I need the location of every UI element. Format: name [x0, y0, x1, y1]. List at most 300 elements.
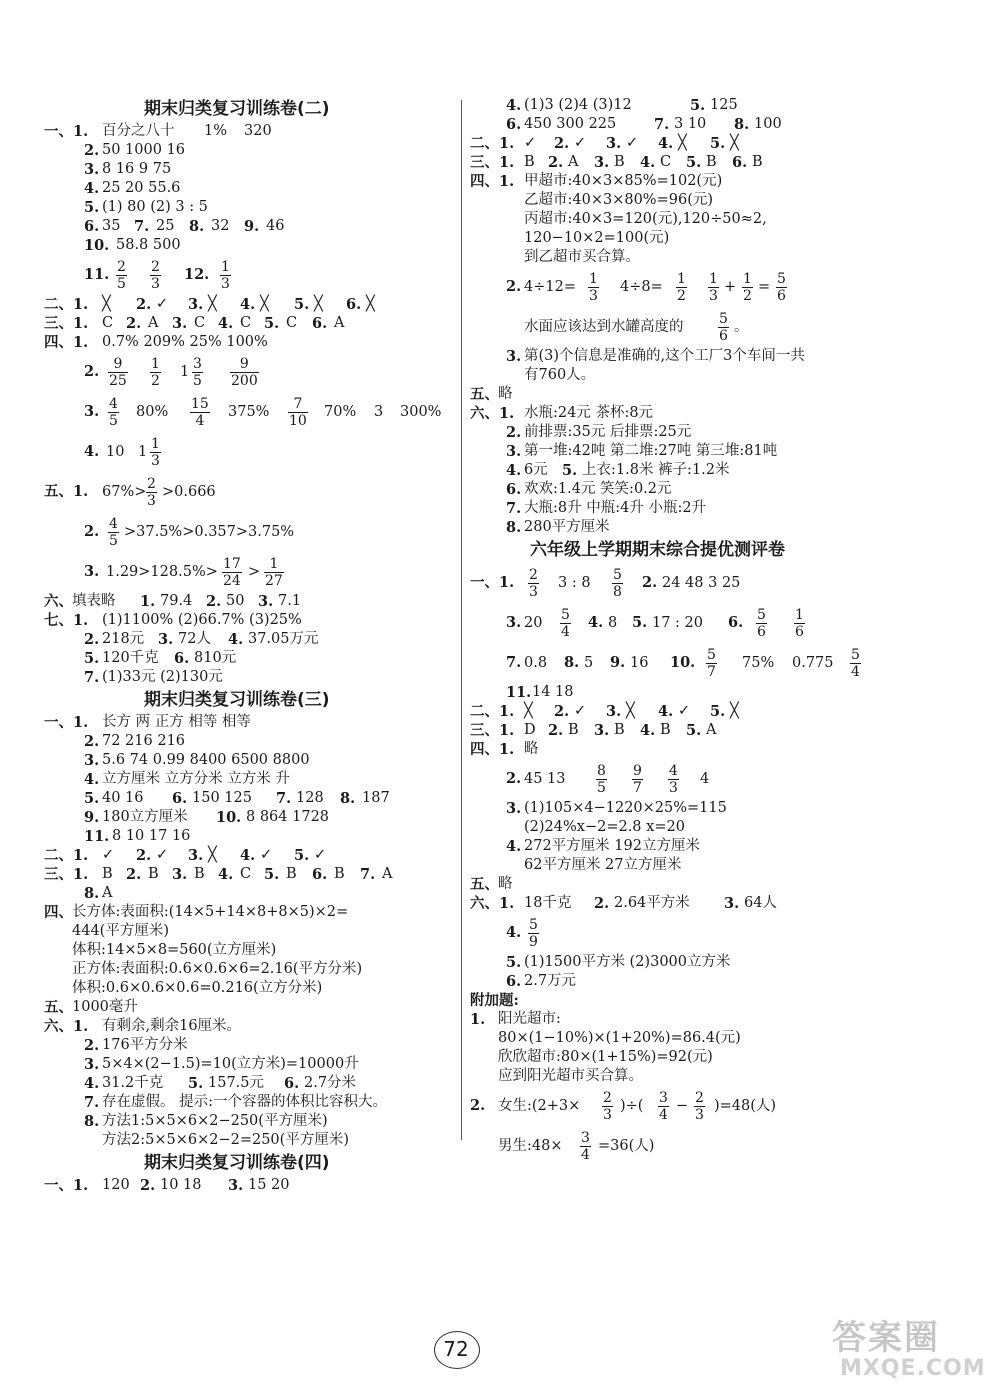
- answer-text: C: [660, 154, 672, 170]
- section-title: [44, 687, 452, 713]
- answer-line: [470, 385, 970, 404]
- question-label: 四、1.: [470, 741, 515, 758]
- answer-text: 0.775: [792, 655, 834, 671]
- question-label: 二、1.: [470, 703, 515, 720]
- denominator: 6: [719, 327, 728, 344]
- question-label: 2.: [84, 733, 100, 750]
- question-label: 六、1.: [44, 1018, 89, 1035]
- answer-text: 体积:0.6×0.6×0.6=0.216(立方分米): [72, 980, 323, 996]
- numerator: 5: [561, 606, 570, 623]
- answer-line: [470, 153, 970, 172]
- question-label: 2.: [126, 866, 142, 883]
- question-label: 3.: [84, 1056, 100, 1073]
- answer-line: [470, 759, 970, 799]
- answer-text: 32: [211, 218, 230, 234]
- answer-text: ✓: [524, 135, 537, 151]
- answer-text: +: [724, 279, 737, 295]
- question-label: 6.: [174, 650, 190, 667]
- fraction: [578, 1126, 593, 1166]
- answer-text: 72人: [178, 631, 211, 647]
- question-label: 2.: [136, 296, 152, 313]
- denominator: 10: [289, 412, 307, 429]
- numerator: 9: [633, 762, 642, 779]
- answer-line: [44, 751, 452, 770]
- fraction: [106, 392, 121, 432]
- numerator: 2: [603, 1089, 612, 1106]
- question-label: 六、1.: [470, 895, 515, 912]
- denominator: 27: [265, 572, 283, 589]
- answer-text: 58.8 500: [116, 237, 181, 253]
- answer-text: 8: [608, 615, 618, 631]
- numerator: 1: [743, 270, 752, 287]
- answer-line: [44, 922, 452, 941]
- question-label: 6.: [346, 296, 362, 313]
- answer-text: (2)24%x−2=2.8 x=20: [524, 819, 685, 835]
- answer-text: =: [758, 279, 771, 295]
- question-label: 3.: [606, 703, 622, 720]
- numerator: 2: [151, 258, 160, 275]
- fraction: [228, 352, 261, 392]
- answer-text: B: [706, 154, 717, 170]
- denominator: 3: [221, 275, 230, 292]
- fraction: [706, 267, 721, 307]
- numerator: 3: [193, 355, 202, 372]
- answer-text: 0.8: [524, 655, 548, 671]
- answer-line: [470, 267, 970, 307]
- question-label: 2.: [506, 770, 522, 787]
- answer-text: )=48(人): [714, 1098, 777, 1114]
- answer-text: ╳: [678, 135, 687, 151]
- answer-text: C: [194, 315, 206, 331]
- column-divider: [461, 100, 462, 1140]
- answer-line: [44, 236, 452, 255]
- answer-line: [44, 1176, 452, 1195]
- answer-text: 375%: [228, 404, 270, 420]
- answer-line: [44, 472, 452, 512]
- watermark-logo: [822, 1310, 992, 1390]
- answer-text: 8 10 17 16: [112, 828, 191, 844]
- answer-text: 2.64平方米: [614, 895, 690, 911]
- answer-line: [470, 404, 970, 423]
- answer-text: 31.2千克: [102, 1075, 164, 1091]
- answer-line: [470, 461, 970, 480]
- answer-text: 阳光超市:: [498, 1011, 561, 1027]
- fraction: [740, 267, 755, 307]
- answer-text: 120−10×2=100(元): [524, 230, 670, 246]
- answer-text: ╳: [626, 703, 635, 719]
- question-label: 10.: [670, 654, 696, 671]
- answer-text: 40 16: [102, 790, 144, 806]
- numerator: 5: [707, 646, 716, 663]
- answer-text: 上衣:1.8米 裤子:1.2米: [582, 462, 730, 478]
- answer-text: (1)3 (2)4 (3)12: [524, 97, 632, 113]
- question-label: 11.: [84, 828, 110, 845]
- denominator: 2: [677, 287, 686, 304]
- question-label: 四、1.: [470, 173, 515, 190]
- answer-line: [470, 721, 970, 740]
- answer-text: 50 1000 16: [102, 142, 186, 158]
- denominator: 4: [195, 412, 205, 429]
- answer-text: 218元: [102, 631, 145, 647]
- question-label: 4.: [640, 154, 656, 171]
- answer-text: 体积:14×5×8=560(立方厘米): [72, 942, 277, 958]
- numerator: 3: [659, 1089, 668, 1106]
- question-label: 4.: [218, 315, 234, 332]
- answer-text: 444(平方厘米): [72, 923, 169, 939]
- answer-text: 25: [156, 218, 175, 234]
- answer-text: >: [248, 564, 261, 580]
- question-label: 4.: [658, 135, 674, 152]
- question-label: 4.: [84, 180, 100, 197]
- answer-line: [470, 442, 970, 461]
- answer-line: [470, 347, 970, 366]
- question-label: 4.: [84, 1075, 100, 1092]
- question-label: 三、1.: [44, 315, 89, 332]
- answer-text: 6元: [524, 462, 548, 478]
- answer-text: 70%: [324, 404, 357, 420]
- question-label: 5.: [710, 135, 726, 152]
- answer-line: [44, 649, 452, 668]
- denominator: 5: [193, 372, 202, 389]
- fraction: [754, 603, 769, 643]
- section-title: [44, 1150, 452, 1176]
- question-label: 8.: [506, 519, 522, 536]
- question-label: 6.: [84, 218, 100, 235]
- answer-line: [44, 1131, 452, 1150]
- answer-text: ✓: [574, 135, 587, 151]
- numerator: 2: [529, 566, 538, 583]
- denominator: 4: [851, 663, 860, 680]
- answer-line: [44, 630, 452, 649]
- answer-text: =36(人): [598, 1138, 655, 1154]
- question-label: 一、1.: [44, 714, 89, 731]
- answer-text: ╳: [260, 296, 269, 312]
- answer-line: [470, 972, 970, 991]
- answer-text: A: [148, 315, 159, 331]
- question-label: 附加题:: [470, 992, 519, 1009]
- answer-line: [44, 432, 452, 472]
- answer-text: A: [334, 315, 345, 331]
- question-label: 11.: [506, 684, 532, 701]
- question-label: 六、: [44, 593, 73, 610]
- section-title-text: 六年级上学期期末综合提优测评卷: [530, 540, 785, 560]
- answer-line: [470, 480, 970, 499]
- question-label: 3.: [188, 296, 204, 313]
- answer-line: [44, 160, 452, 179]
- fraction: [526, 563, 541, 603]
- section-title-text: 期末归类复习训练卷(二): [144, 99, 330, 119]
- question-label: 10.: [216, 809, 242, 826]
- answer-line: [470, 894, 970, 913]
- answer-line: [44, 865, 452, 884]
- answer-text: 176平方分米: [102, 1037, 188, 1053]
- question-label: 5.: [562, 462, 578, 479]
- answer-line: [470, 953, 970, 972]
- question-label: 3.: [724, 895, 740, 912]
- denominator: 5: [597, 779, 606, 796]
- answer-line: [44, 808, 452, 827]
- watermark-url: MXQE.COM: [840, 1356, 986, 1381]
- answer-line: [44, 141, 452, 160]
- answer-text: 8 16 9 75: [102, 161, 172, 177]
- answer-line: [44, 512, 452, 552]
- answer-text: 187: [362, 790, 390, 806]
- answer-line: [44, 217, 452, 236]
- question-label: 6.: [172, 790, 188, 807]
- answer-text: 128: [296, 790, 324, 806]
- numerator: 2: [147, 475, 156, 492]
- denominator: 5: [109, 412, 118, 429]
- answer-text: 第一堆:42吨 第二堆:27吨 第三堆:81吨: [524, 443, 778, 459]
- denominator: 6: [757, 623, 766, 640]
- answer-text: 0.7% 209% 25% 100%: [102, 334, 268, 350]
- answer-text: D: [524, 722, 536, 738]
- question-label: 7.: [360, 866, 376, 883]
- question-label: 五、: [470, 386, 499, 403]
- fraction: [692, 1086, 707, 1126]
- numerator: 1: [264, 556, 284, 573]
- question-label: 5.: [264, 866, 280, 883]
- denominator: 5: [109, 532, 118, 549]
- question-label: 3.: [606, 135, 622, 152]
- answer-text: 丙超市:40×3=120(元),120÷50≈2,: [524, 211, 767, 227]
- denominator: 3: [147, 492, 156, 509]
- answer-text: A: [706, 722, 717, 738]
- answer-text: 略: [498, 876, 513, 892]
- answer-text: 20: [524, 615, 543, 631]
- numerator: 15: [191, 395, 209, 412]
- fraction: [704, 643, 719, 683]
- answer-text: 水面应该达到水罐高度的: [524, 319, 684, 335]
- fraction: [586, 267, 601, 307]
- answer-text: ✓: [678, 703, 691, 719]
- answer-line: [470, 683, 970, 702]
- answer-text: ╳: [208, 847, 217, 863]
- answer-text: 7.1: [278, 593, 302, 609]
- numerator: 2: [695, 1089, 704, 1106]
- answer-text: 欢欢:1.4元 笑笑:0.2元: [524, 481, 672, 497]
- question-label: 4.: [640, 722, 656, 739]
- answer-text: ✓: [574, 703, 587, 719]
- denominator: 4: [581, 1146, 590, 1163]
- answer-text: >0.666: [162, 484, 216, 500]
- question-label: 四、1.: [44, 334, 89, 351]
- answer-line: [470, 518, 970, 537]
- answer-text: 62平方厘米 27立方厘米: [524, 857, 682, 873]
- question-label: 2.: [84, 523, 100, 540]
- answer-line: [470, 991, 970, 1010]
- answer-text: B: [524, 154, 535, 170]
- question-label: 5.: [264, 315, 280, 332]
- question-label: 5.: [710, 703, 726, 720]
- answer-line: [470, 366, 970, 385]
- question-label: 6.: [506, 481, 522, 498]
- answer-line: [44, 1093, 452, 1112]
- question-label: 2.: [470, 1097, 486, 1114]
- question-label: 8.: [734, 116, 750, 133]
- denominator: 6: [777, 287, 786, 304]
- denominator: 3: [151, 452, 160, 469]
- question-label: 3.: [84, 403, 100, 420]
- answer-line: [470, 210, 970, 229]
- answer-line: [44, 941, 452, 960]
- answer-line: [470, 172, 970, 191]
- answer-text: 64人: [744, 895, 777, 911]
- answer-line: [44, 979, 452, 998]
- answer-text: 3 : 8: [558, 575, 591, 591]
- answer-text: 大瓶:8升 中瓶:4升 小瓶:2升: [524, 500, 707, 516]
- answer-line: [470, 1067, 970, 1086]
- answer-line: [470, 115, 970, 134]
- answer-text: 125: [710, 97, 738, 113]
- fraction: [262, 552, 286, 592]
- numerator: 1: [151, 435, 160, 452]
- answer-line: [44, 846, 452, 865]
- answer-text: 46: [266, 218, 285, 234]
- question-label: 5.: [690, 97, 706, 114]
- page-number-badge: [416, 1327, 500, 1371]
- answer-line: [44, 552, 452, 592]
- answer-text: 50: [226, 593, 245, 609]
- answer-text: 15 20: [248, 1177, 290, 1193]
- answer-text: 欣欣超市:80×(1+15%)=92(元): [498, 1049, 713, 1065]
- answer-text: >37.5%>0.357>3.75%: [124, 524, 295, 540]
- answer-text: −: [676, 1098, 689, 1114]
- answer-text: 3: [374, 404, 384, 420]
- answer-line: [470, 1029, 970, 1048]
- answer-text: ✓: [626, 135, 639, 151]
- question-label: 2.: [84, 1037, 100, 1054]
- answer-text: 4÷8=: [620, 279, 663, 295]
- question-label: 五、1.: [44, 483, 89, 500]
- question-label: 7.: [84, 1094, 100, 1111]
- answer-text: 1000毫升: [72, 999, 138, 1015]
- question-label: 3.: [594, 154, 610, 171]
- question-label: 3.: [506, 443, 522, 460]
- answer-line: [44, 592, 452, 611]
- answer-text: 1.29>128.5%>: [106, 564, 218, 580]
- fraction: [630, 759, 645, 799]
- fraction: [792, 603, 807, 643]
- answer-text: A: [568, 154, 579, 170]
- question-label: 2.: [548, 154, 564, 171]
- answer-text: ✓: [156, 847, 169, 863]
- answer-line: [44, 1017, 452, 1036]
- answer-line: [44, 122, 452, 141]
- question-label: 5.: [632, 614, 648, 631]
- question-label: 3.: [84, 563, 100, 580]
- fraction: [106, 352, 130, 392]
- question-label: 6.: [506, 116, 522, 133]
- fraction: [526, 913, 541, 953]
- denominator: 7: [707, 663, 716, 680]
- answer-text: 272平方厘米 192立方厘米: [524, 838, 700, 854]
- question-label: 2.: [554, 703, 570, 720]
- answer-text: 5×4×(2−1.5)=10(立方米)=10000升: [102, 1056, 359, 1072]
- answer-text: ✓: [260, 847, 273, 863]
- question-label: 一、1.: [44, 123, 89, 140]
- answer-text: 35: [102, 218, 121, 234]
- answer-line: [470, 1010, 970, 1029]
- answer-text: 甲超市:40×3×85%=102(元): [524, 173, 723, 189]
- question-label: 一、1.: [44, 1177, 89, 1194]
- question-label: 3.: [506, 614, 522, 631]
- question-label: 2.: [554, 135, 570, 152]
- question-label: 一、1.: [470, 574, 515, 591]
- answer-text: 2.7分米: [304, 1075, 357, 1091]
- question-label: 4.: [218, 866, 234, 883]
- numerator: 5: [757, 606, 766, 623]
- answer-line: [470, 875, 970, 894]
- answer-text: 立方厘米 立方分米 立方米 升: [102, 771, 290, 787]
- question-label: 9.: [244, 218, 260, 235]
- answer-text: 略: [498, 386, 513, 402]
- answer-text: 100: [754, 116, 782, 132]
- answer-line: [44, 314, 452, 333]
- answer-text: 应到阳光超市买合算。: [498, 1068, 643, 1084]
- answer-text: B: [614, 154, 625, 170]
- question-label: 7.: [506, 500, 522, 517]
- question-label: 4.: [240, 296, 256, 313]
- answer-text: ╳: [314, 296, 323, 312]
- answer-line: [44, 789, 452, 808]
- question-label: 六、1.: [470, 405, 515, 422]
- question-label: 2.: [126, 315, 142, 332]
- answer-text: A: [382, 866, 393, 882]
- answer-text: C: [286, 315, 298, 331]
- answer-text: 10: [106, 444, 125, 460]
- answer-line: [44, 732, 452, 751]
- answer-line: [470, 837, 970, 856]
- question-label: 4.: [84, 443, 100, 460]
- answer-text: 120: [102, 1177, 130, 1193]
- question-label: 二、1.: [44, 847, 89, 864]
- denominator: 2: [743, 287, 752, 304]
- answer-text: 10 18: [160, 1177, 202, 1193]
- denominator: 3: [695, 1106, 704, 1123]
- answer-line: [470, 603, 970, 643]
- fraction: [848, 643, 863, 683]
- fraction: [148, 432, 163, 472]
- answer-text: 37.05万元: [248, 631, 319, 647]
- answer-text: 水瓶:24元 茶杯:8元: [524, 405, 654, 421]
- question-label: 四、: [44, 904, 73, 921]
- answer-line: [44, 1074, 452, 1093]
- answer-text: (1)1500平方米 (2)3000立方米: [524, 954, 731, 970]
- answer-text: 百分之八十: [102, 123, 175, 139]
- answer-text: B: [286, 866, 297, 882]
- question-label: 三、1.: [44, 866, 89, 883]
- answer-line: [44, 998, 452, 1017]
- denominator: 7: [633, 779, 642, 796]
- denominator: 4: [561, 623, 570, 640]
- question-label: 8.: [564, 654, 580, 671]
- answer-line: [44, 884, 452, 903]
- question-label: 3.: [84, 752, 100, 769]
- answer-text: 75%: [742, 655, 775, 671]
- answer-text: 有760人。: [524, 367, 596, 383]
- answer-text: 。: [734, 319, 749, 335]
- watermark-text: 答案圈: [832, 1318, 940, 1358]
- denominator: 25: [109, 372, 127, 389]
- answer-text: 存在虚假。 提示:一个容器的体积比容积大。: [102, 1094, 387, 1110]
- answer-line: [470, 423, 970, 442]
- question-label: 2.: [84, 142, 100, 159]
- answer-text: 乙超市:40×3×80%=96(元): [524, 192, 714, 208]
- numerator: 5: [613, 566, 622, 583]
- question-label: 6.: [312, 866, 328, 883]
- denominator: 200: [231, 372, 258, 389]
